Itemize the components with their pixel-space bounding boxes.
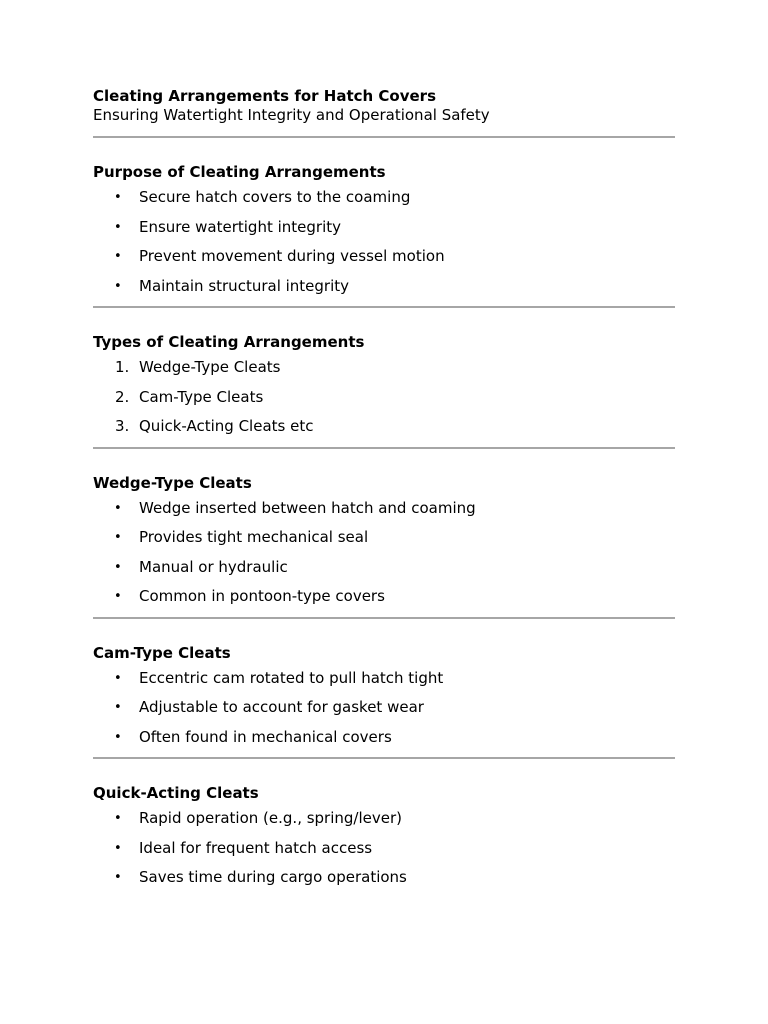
bullet-marker: • [114,278,122,294]
list-item [93,728,675,747]
bullet-list [93,499,675,607]
bullet-marker: • [114,589,122,604]
bullet-marker: • [114,190,122,205]
list-item-text: Eccentric cam rotated to pull hatch tight [139,668,444,687]
bullet-list [93,188,675,296]
number-marker: 2. [115,387,130,406]
list-item [93,218,675,237]
list-item [93,277,675,296]
list-item [93,698,675,717]
bullet-marker: • [114,729,122,745]
list-item [93,499,675,518]
list-item [93,417,675,436]
section-cam-type [93,619,675,747]
bullet-list [93,809,675,887]
list-item-text: Ensure watertight integrity [139,217,342,236]
list-item [93,809,675,828]
section-purpose [93,138,675,296]
bullet-marker: • [114,530,122,545]
section-quick-acting [93,759,675,887]
list-item-text: Cam-Type Cleats [139,387,264,406]
list-item-text: Ideal for frequent hatch access [139,838,373,857]
list-item [93,587,675,606]
section-types [93,308,675,436]
document-subtitle: Ensuring Watertight Integrity and Operational Safety [93,106,490,124]
list-item-text: Adjustable to account for gasket wear [139,698,424,716]
list-item-text: Rapid operation (e.g., spring/lever) [139,809,402,827]
list-item [93,868,675,887]
bullet-marker: • [114,670,122,686]
bullet-marker: • [114,219,122,235]
section-wedge-type [93,449,675,607]
list-item-text: Manual or hydraulic [139,557,288,576]
document-page [93,87,675,898]
list-item [93,839,675,858]
bullet-marker: • [114,559,122,575]
bullet-marker: • [114,700,122,715]
bullet-marker: • [114,840,122,856]
section-title: Cam-Type Cleats [93,643,231,662]
list-item-text: Wedge inserted between hatch and coaming [139,498,476,517]
list-item-text: Common in pontoon-type covers [139,587,385,605]
list-item [93,188,675,207]
number-marker: 1. [115,358,130,376]
bullet-marker: • [114,500,122,516]
list-item-text: Saves time during cargo operations [139,868,407,886]
list-item [93,528,675,547]
list-item-text: Secure hatch covers to the coaming [139,188,411,206]
list-item-text: Often found in mechanical covers [139,727,392,746]
list-item [93,358,675,377]
list-item-text: Wedge-Type Cleats [139,358,281,376]
list-item-text: Prevent movement during vessel motion [139,247,445,265]
numbered-list [93,358,675,436]
list-item [93,388,675,407]
list-item-text: Provides tight mechanical seal [139,528,369,546]
list-item-text: Maintain structural integrity [139,276,350,295]
list-item-text: Quick-Acting Cleats etc [139,417,314,435]
section-title: Purpose of Cleating Arrangements [93,163,386,181]
bullet-list [93,669,675,747]
section-title: Quick-Acting Cleats [93,784,259,802]
bullet-marker: • [114,870,122,885]
list-item [93,558,675,577]
bullet-marker: • [114,249,122,264]
section-title: Types of Cleating Arrangements [93,333,365,351]
bullet-marker: • [114,811,122,826]
list-item [93,247,675,266]
number-marker: 3. [115,417,130,435]
document-title: Cleating Arrangements for Hatch Covers [93,87,436,105]
list-item [93,669,675,688]
section-title: Wedge-Type Cleats [93,473,252,492]
